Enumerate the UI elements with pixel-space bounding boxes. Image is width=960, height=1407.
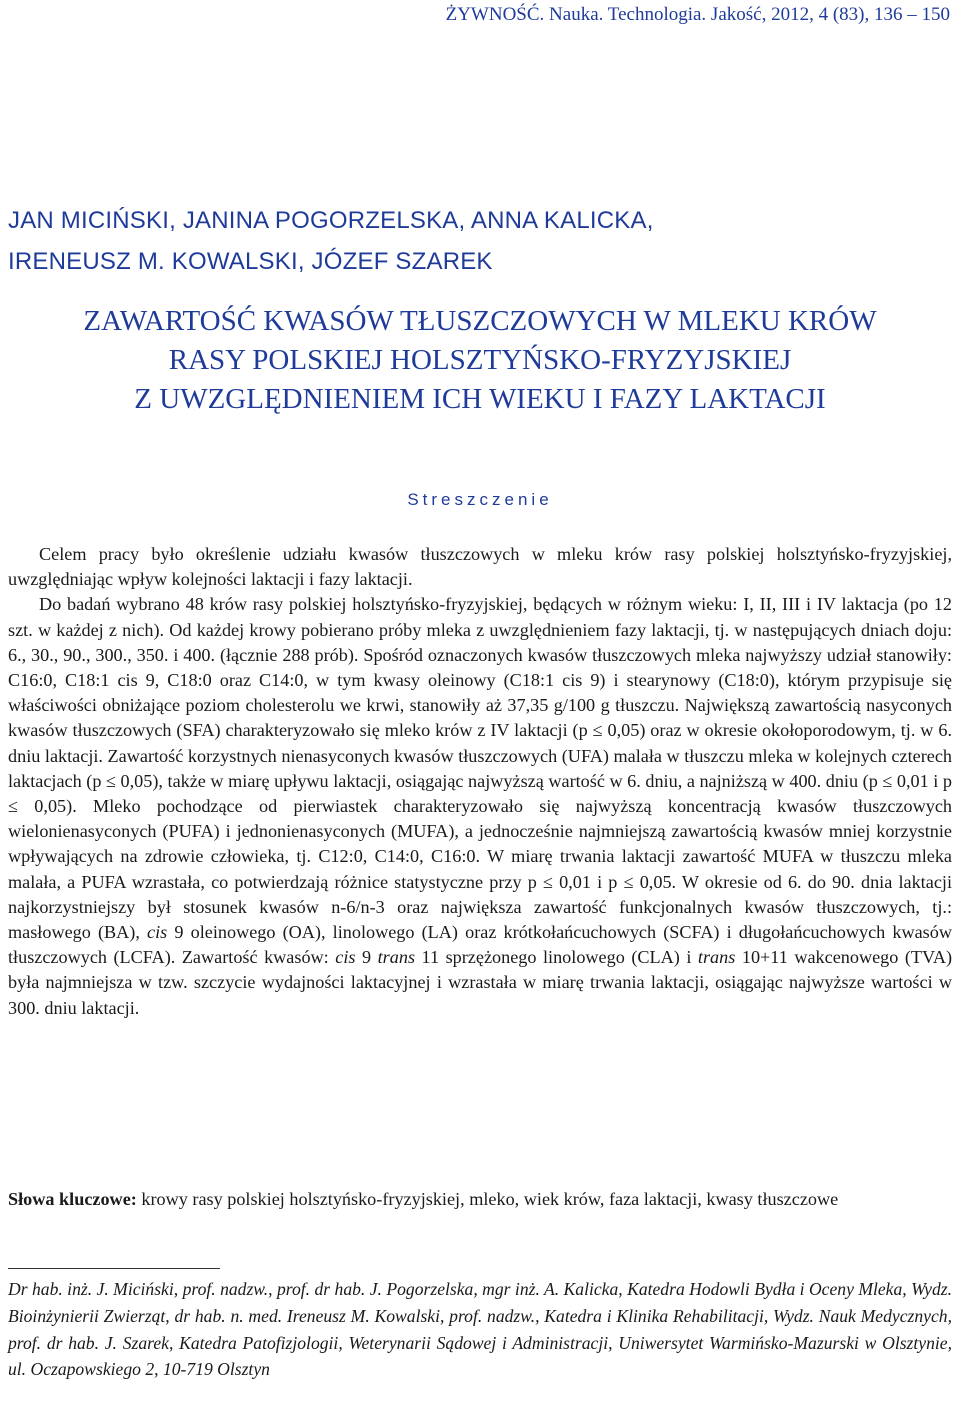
- abstract-paragraph-1: Celem pracy było określenie udziału kwasów tłuszczowych w mleku krów rasy polskiej holsztyńsko-fryzyjskiej, uwzględniając wpływ kolejności laktacji i fazy laktacji.: [8, 544, 952, 590]
- article-title: [0, 302, 960, 419]
- journal-header: ŻYWNOŚĆ. Nauka. Technologia. Jakość, 2012, 4 (83), 136 – 150: [445, 4, 950, 25]
- author-line-1: JAN MICIŃSKI, JANINA POGORZELSKA, ANNA KALICKA,: [8, 207, 654, 234]
- author-line-2: IRENEUSZ M. KOWALSKI, JÓZEF SZAREK: [8, 248, 493, 275]
- text-run: 10+11 wakcenowego (TVA) była najmniejsza w tzw. szczycie wydajności laktacyjnej i wzrastała w miarę trwania laktacji, osiągając najwyższe wartości w 300. dniu laktacji.: [8, 947, 953, 1018]
- abstract-body: [8, 542, 952, 1021]
- italic-term: trans: [697, 947, 736, 968]
- keywords: [8, 1186, 952, 1213]
- italic-term: trans: [377, 947, 416, 968]
- keywords-label: Słowa kluczowe:: [8, 1189, 137, 1209]
- italic-term: cis: [147, 922, 168, 943]
- abstract-heading: Streszczenie: [407, 490, 553, 509]
- text-run: Do badań wybrano 48 krów rasy polskiej holsztyńsko-fryzyjskiej, będących w różnym wieku: I, II, III i IV laktacja (po 12 szt. w każdej z nich). Od każdej krowy pobierano próby mleka z uwzględnieniem fazy laktacji, tj. w następujących dniach doju: 6., 30., 90., 300., 350. i 400. (łącznie 288 prób). Spośród oznaczonych kwasów tłuszczowych mleka najwyższy udział stanowiły: C16:0, C18:1 cis 9, C18:0 oraz C14:0, w tym kwasy oleinowy (C18:1 cis 9) i stearynowy (C18:0), którym przypisuje się właściwości obniżające poziom cholesterolu we krwi, stanowiły aż 37,35 g/100 g tłuszczu. Największą zawartością nasyconych kwasów tłuszczowych (SFA) charakteryzowało się mleko krów z IV laktacji (p ≤ 0,05) oraz w okresie okołoporodowym, tj. w 6. dniu laktacji. Zawartość korzystnych nienasyconych kwasów tłuszczowych (UFA) malała w tłuszczu mleka w kolejnych czterech laktacjach (p ≤ 0,05), także w miarę upływu laktacji, osiągając najwyższą wartość w 6. dniu, a najniższą w 400. dniu (p ≤ 0,01 i p ≤ 0,05). Mleko pochodzące od pierwiastek charakteryzowało się najwyższą koncentracją kwasów tłuszczowych wielonienasyconych (PUFA) i jednonienasyconych (MUFA), a jednocześnie najmniejszą zawartością kwasów mniej korzystnie wpływających na zdrowie człowieka, tj. C12:0, C14:0, C16:0. W miarę trwania laktacji zawartość MUFA w tłuszczu mleka malała, a PUFA wzrastała, co potwierdzają różnice statystyczne przy p ≤ 0,01 i p ≤ 0,05. W okresie od 6. do 90. dnia laktacji najkorzystniejszy był stosunek kwasów n-6/n-3 oraz największa zawartość funkcjonalnych kwasów tłuszczowych, tj.: masłowego (BA),: [8, 594, 952, 943]
- italic-term: cis: [335, 947, 356, 968]
- author-affiliation: Dr hab. inż. J. Miciński, prof. nadzw., prof. dr hab. J. Pogorzelska, mgr inż. A. Kalicka, Katedra Hodowli Bydła i Oceny Mleka, Wydz. Bioinżynierii Zwierząt, dr hab. n. med. Ireneusz M. Kowalski, prof. nadzw., Katedra i Klinika Rehabilitacji, Wydz. Nauk Medycznych, prof. dr hab. J. Szarek, Katedra Patofizjologii, Weterynarii Sądowej i Administracji, Uniwersytet Warmińsko-Mazurski w Olsztynie, ul. Oczapowskiego 2, 10-719 Olsztyn: [8, 1279, 952, 1380]
- footnote-divider: [8, 1268, 220, 1269]
- title-line-2: RASY POLSKIEJ HOLSZTYŃSKO-FRYZYJSKIEJ: [168, 344, 792, 376]
- title-line-3: Z UWZGLĘDNIENIEM ICH WIEKU I FAZY LAKTACJI: [134, 383, 826, 415]
- keywords-text: krowy rasy polskiej holsztyńsko-fryzyjskiej, mleko, wiek krów, faza laktacji, kwasy tłuszczowe: [136, 1189, 839, 1209]
- text-run: 11 sprzężonego linolowego (CLA) i: [415, 947, 698, 968]
- title-line-1: ZAWARTOŚĆ KWASÓW TŁUSZCZOWYCH W MLEKU KRÓW: [83, 305, 877, 337]
- abstract-paragraph-2: [8, 592, 952, 1020]
- text-run: 9: [355, 947, 378, 968]
- text-run: 9 oleinowego (OA), linolowego (LA) oraz krótkołańcuchowych (SCFA) i długołańcuchowych kwasów tłuszczowych (LCFA). Zawartość kwasów:: [8, 922, 952, 968]
- author-list: [8, 200, 654, 282]
